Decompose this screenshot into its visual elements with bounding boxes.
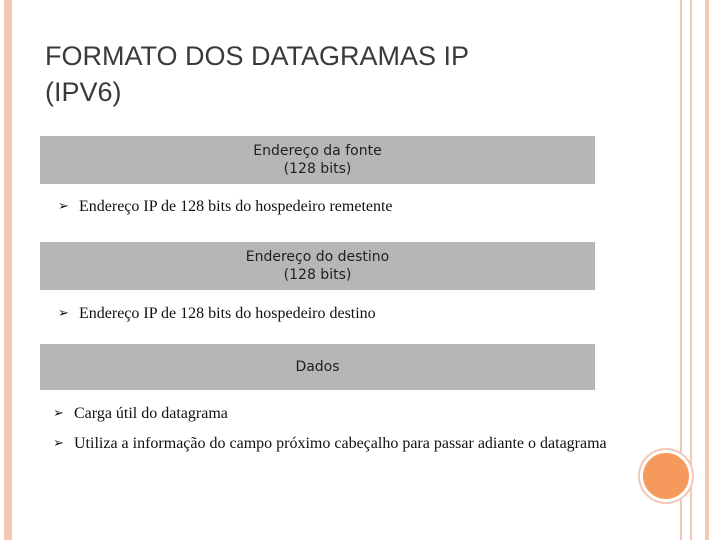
bullet-item (53, 403, 613, 425)
field-band-source-address (40, 136, 595, 184)
bullet-item (58, 196, 618, 218)
bullet-item (58, 303, 618, 325)
field-band-data (40, 344, 595, 390)
field-size: (128 bits) (283, 161, 352, 177)
left-frame-stripe (4, 0, 12, 540)
bullet-item (53, 433, 613, 455)
arrow-bullet-icon: ➢ (53, 406, 64, 421)
bullet-text: Carga útil do datagrama (74, 405, 228, 422)
field-name: Dados (295, 359, 340, 375)
arrow-bullet-icon: ➢ (58, 199, 69, 214)
accent-circle (640, 450, 692, 502)
arrow-bullet-icon: ➢ (53, 436, 64, 451)
right-frame-stripe (705, 0, 709, 540)
bullet-text: Endereço IP de 128 bits do hospedeiro remetente (79, 198, 393, 215)
arrow-bullet-icon: ➢ (58, 306, 69, 321)
right-frame-line (690, 0, 692, 540)
bullet-text: Endereço IP de 128 bits do hospedeiro destino (79, 305, 376, 322)
bullet-text: Utiliza a informação do campo próximo cabeçalho para passar adiante o datagrama (74, 435, 607, 452)
slide-title: FORMATO DOS DATAGRAMAS IP (IPV6) (45, 41, 470, 107)
field-band-destination-address (40, 242, 595, 290)
field-name: Endereço da fonte (253, 143, 382, 159)
field-size: (128 bits) (283, 267, 352, 283)
field-name: Endereço do destino (245, 249, 390, 265)
